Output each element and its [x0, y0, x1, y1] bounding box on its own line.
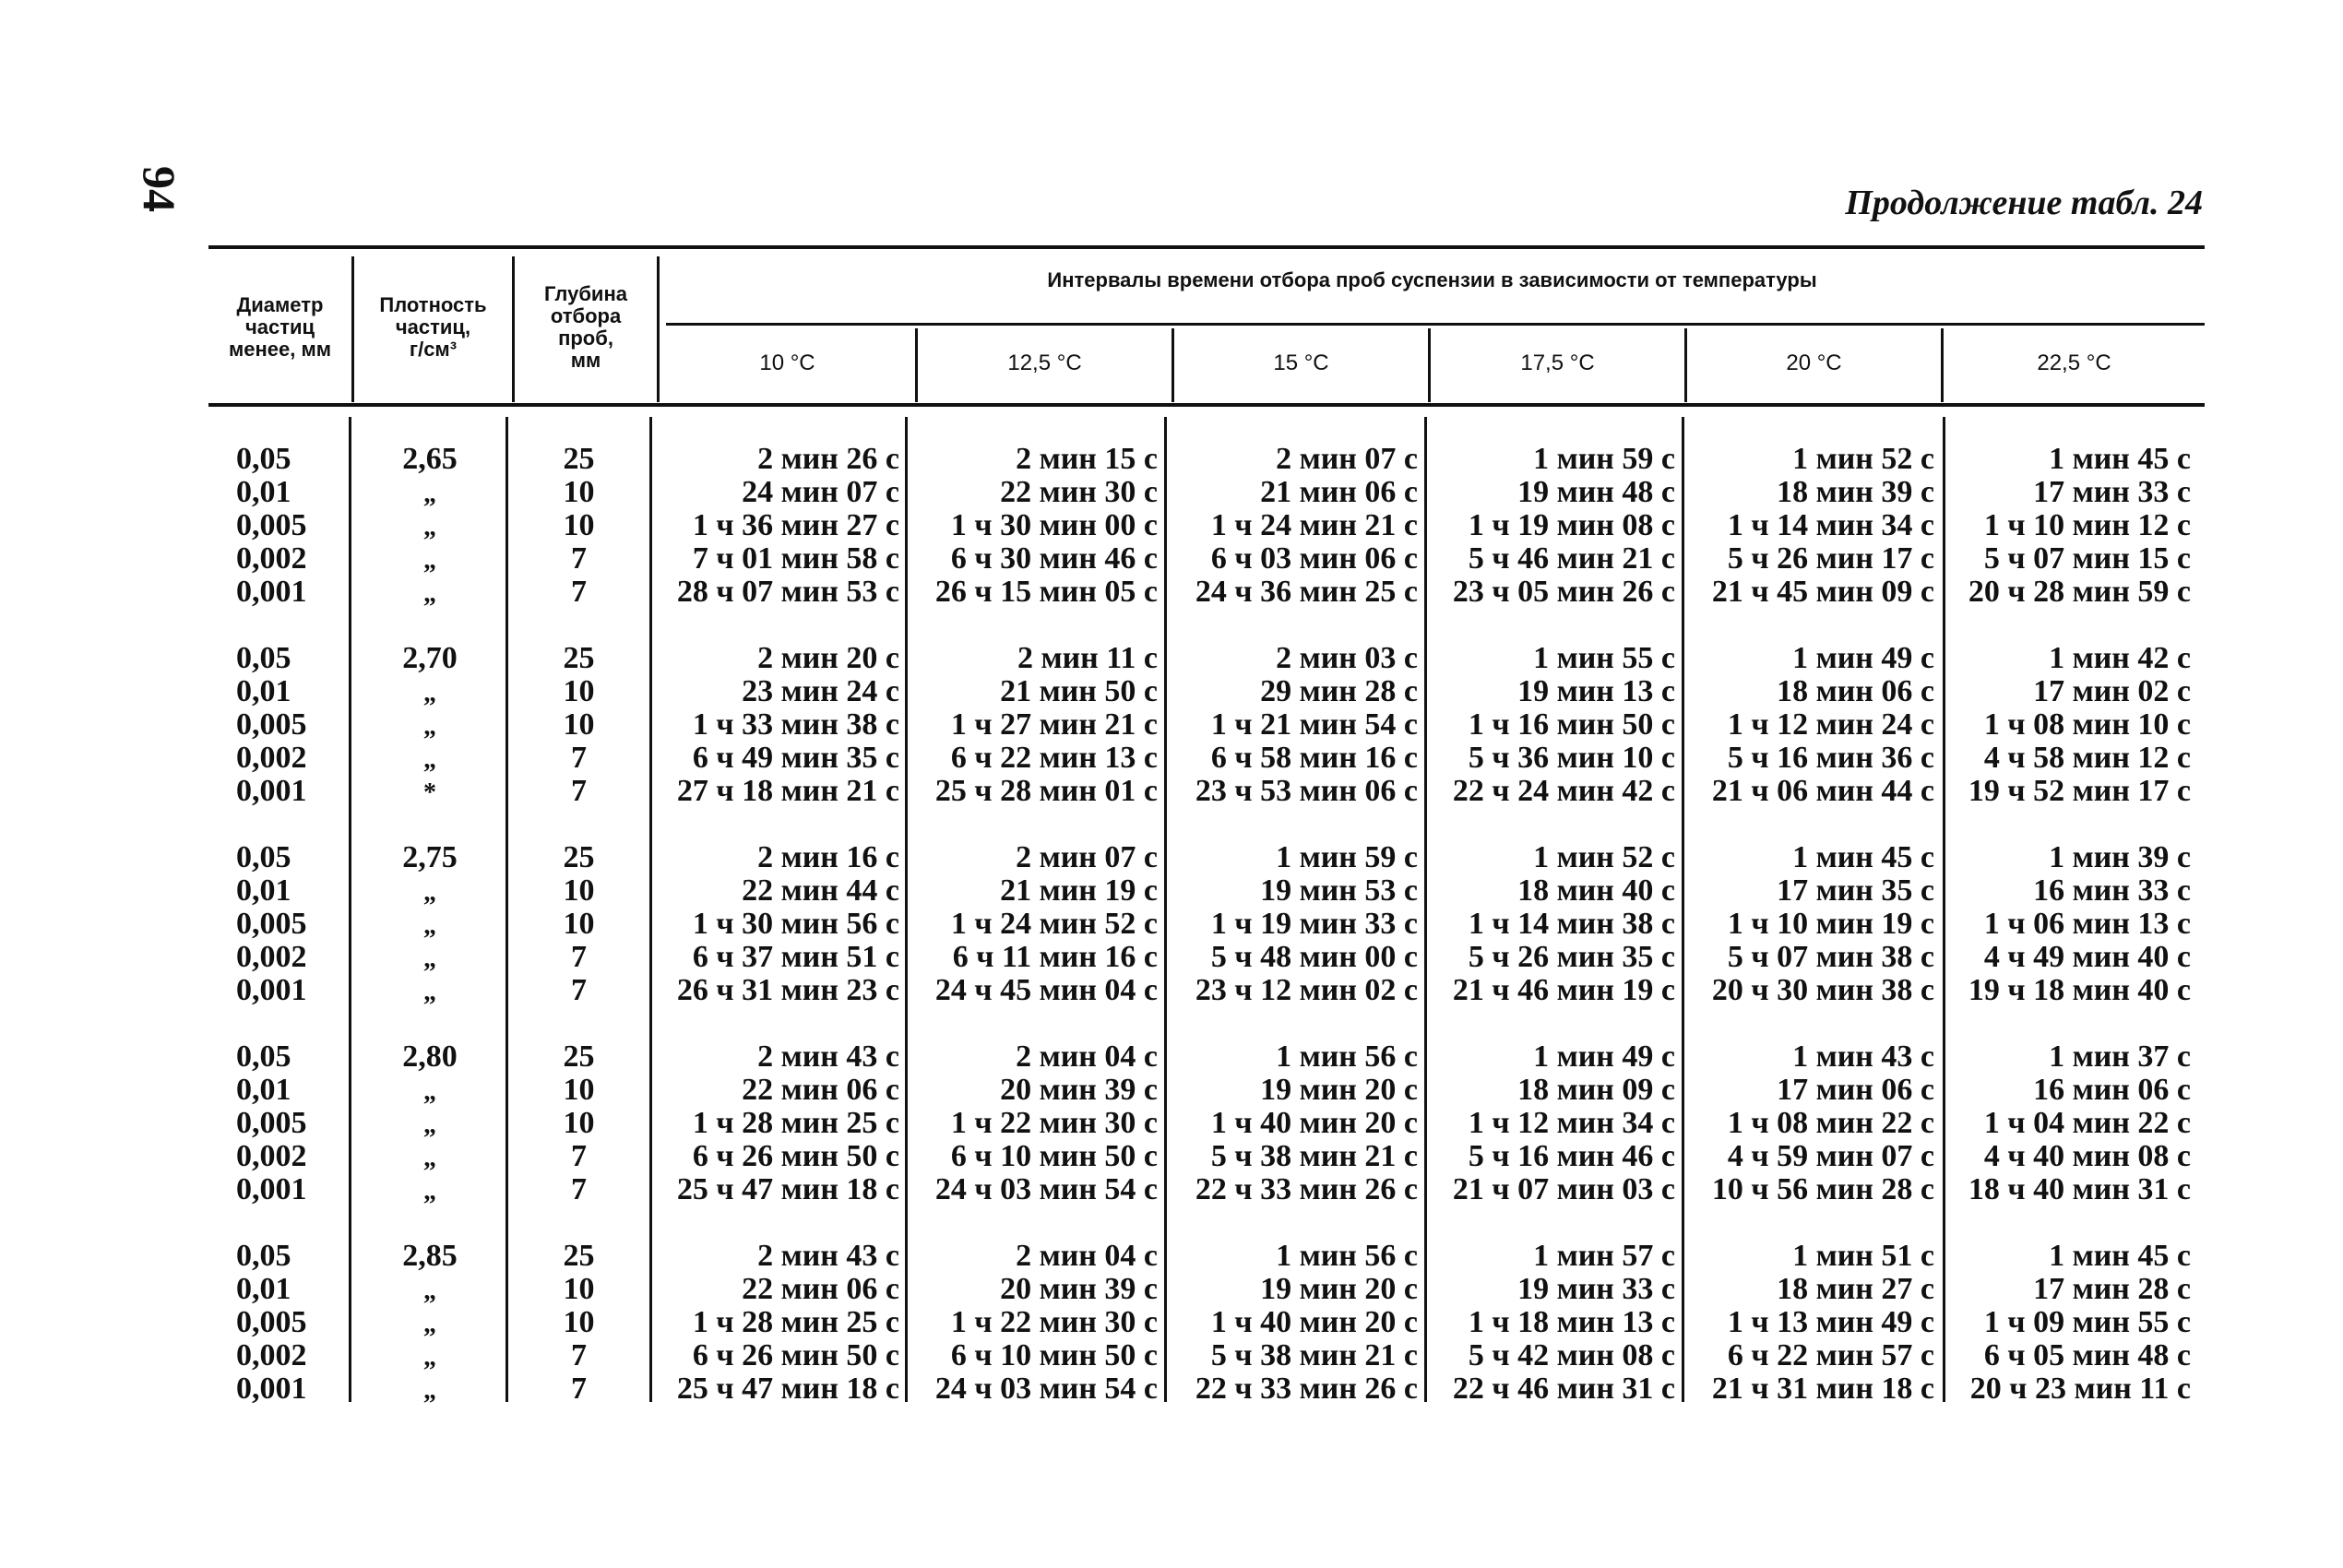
time-interval-cell: 19 мин 20 с: [1260, 1272, 1418, 1306]
diameter-cell: 0,01: [236, 1272, 291, 1306]
time-interval-cell: 19 мин 20 с: [1260, 1073, 1418, 1107]
time-interval-cell: 1 мин 42 с: [2049, 641, 2191, 675]
header-density-line: частиц,: [395, 315, 471, 339]
time-interval-cell: 1 мин 39 с: [2049, 840, 2191, 874]
time-interval-cell: 1 мин 55 с: [1533, 641, 1675, 675]
time-interval-cell: 1 мин 49 с: [1792, 641, 1934, 675]
time-interval-cell: 17 мин 06 с: [1777, 1073, 1934, 1107]
time-interval-cell: 5 ч 46 мин 21 с: [1468, 541, 1675, 576]
density-ditto-mark: „: [423, 546, 436, 575]
time-interval-cell: 6 ч 58 мин 16 с: [1210, 741, 1418, 775]
density-cell: 2,80: [402, 1039, 458, 1074]
depth-cell: 10: [563, 508, 595, 542]
time-interval-cell: 23 ч 53 мин 06 с: [1195, 774, 1418, 808]
time-interval-cell: 25 ч 28 мин 01 с: [934, 774, 1158, 808]
time-interval-cell: 2 мин 15 с: [1016, 442, 1158, 476]
time-interval-cell: 2 мин 07 с: [1016, 840, 1158, 874]
header-depth-line: отбора: [550, 304, 622, 327]
time-interval-cell: 1 ч 06 мин 13 с: [1983, 907, 2191, 941]
time-interval-cell: 18 ч 40 мин 31 с: [1968, 1172, 2191, 1206]
time-interval-cell: 1 ч 22 мин 30 с: [950, 1305, 1158, 1339]
density-cell: 2,65: [402, 442, 458, 476]
depth-cell: 10: [563, 707, 595, 742]
time-interval-cell: 24 ч 03 мин 54 с: [934, 1172, 1158, 1206]
time-interval-cell: 20 мин 39 с: [1000, 1272, 1158, 1306]
time-interval-cell: 6 ч 10 мин 50 с: [950, 1139, 1158, 1173]
time-interval-cell: 17 мин 35 с: [1777, 873, 1934, 908]
time-interval-cell: 1 ч 33 мин 38 с: [692, 707, 899, 742]
time-interval-cell: 1 ч 28 мин 25 с: [692, 1106, 899, 1140]
time-interval-cell: 1 ч 08 мин 22 с: [1727, 1106, 1934, 1140]
diameter-cell: 0,002: [236, 940, 307, 974]
header-diameter-line: частиц: [244, 315, 315, 339]
diameter-cell: 0,005: [236, 1106, 307, 1140]
density-ditto-mark: „: [423, 1177, 436, 1206]
header-temp-15: 15 °С: [1273, 350, 1329, 375]
header-intervals: [660, 258, 2205, 303]
time-interval-cell: 24 мин 07 с: [742, 475, 899, 509]
time-interval-cell: 22 ч 24 мин 42 с: [1452, 774, 1675, 808]
time-interval-cell: 4 ч 40 мин 08 с: [1983, 1139, 2191, 1173]
diameter-cell: 0,005: [236, 1305, 307, 1339]
time-interval-cell: 24 ч 45 мин 04 с: [934, 973, 1158, 1007]
time-interval-cell: 18 мин 40 с: [1517, 873, 1675, 908]
time-interval-cell: 5 ч 26 мин 35 с: [1468, 940, 1675, 974]
time-interval-cell: 22 мин 06 с: [742, 1073, 899, 1107]
time-interval-cell: 21 ч 31 мин 18 с: [1711, 1372, 1934, 1406]
density-ditto-mark: „: [423, 878, 436, 907]
diameter-cell: 0,002: [236, 541, 307, 576]
diameter-cell: 0,01: [236, 674, 291, 708]
header-depth-line: мм: [570, 349, 601, 372]
time-interval-cell: 6 ч 26 мин 50 с: [692, 1338, 899, 1372]
time-interval-cell: 18 мин 27 с: [1777, 1272, 1934, 1306]
diameter-cell: 0,002: [236, 741, 307, 775]
time-interval-cell: 6 ч 49 мин 35 с: [692, 741, 899, 775]
time-interval-cell: 5 ч 38 мин 21 с: [1210, 1139, 1418, 1173]
depth-cell: 25: [563, 641, 595, 675]
time-interval-cell: 21 ч 06 мин 44 с: [1711, 774, 1934, 808]
header-density: [354, 277, 512, 378]
time-interval-cell: 20 ч 23 мин 11 с: [1969, 1372, 2191, 1406]
diameter-cell: 0,05: [236, 1039, 291, 1074]
time-interval-cell: 1 ч 28 мин 25 с: [692, 1305, 899, 1339]
depth-cell: 10: [563, 475, 595, 509]
time-interval-cell: 23 ч 05 мин 26 с: [1452, 575, 1675, 609]
depth-cell: 7: [571, 1139, 587, 1173]
density-ditto-mark: „: [423, 911, 436, 940]
time-interval-cell: 18 мин 39 с: [1777, 475, 1934, 509]
time-interval-cell: 4 ч 58 мин 12 с: [1983, 741, 2191, 775]
time-interval-cell: 6 ч 22 мин 57 с: [1727, 1338, 1934, 1372]
diameter-cell: 0,001: [236, 774, 307, 808]
depth-cell: 10: [563, 1305, 595, 1339]
time-interval-cell: 1 мин 57 с: [1533, 1239, 1675, 1273]
time-interval-cell: 5 ч 07 мин 15 с: [1983, 541, 2191, 576]
page-number: 94: [134, 166, 185, 212]
depth-cell: 10: [563, 1073, 595, 1107]
time-interval-cell: 1 ч 24 мин 21 с: [1210, 508, 1418, 542]
time-interval-cell: 21 мин 19 с: [1000, 873, 1158, 908]
time-interval-cell: 18 мин 06 с: [1777, 674, 1934, 708]
time-interval-cell: 1 ч 04 мин 22 с: [1983, 1106, 2191, 1140]
time-interval-cell: 22 мин 06 с: [742, 1272, 899, 1306]
time-interval-cell: 19 ч 18 мин 40 с: [1968, 973, 2191, 1007]
time-interval-cell: 1 мин 56 с: [1276, 1039, 1418, 1074]
header-temp-22-5: 22,5 °С: [2037, 350, 2111, 375]
time-interval-cell: 22 ч 33 мин 26 с: [1195, 1372, 1418, 1406]
body-divider: [649, 417, 652, 1402]
diameter-cell: 0,05: [236, 442, 291, 476]
time-interval-cell: 2 мин 20 с: [757, 641, 899, 675]
density-cell: 2,70: [402, 641, 458, 675]
diameter-cell: 0,01: [236, 873, 291, 908]
time-interval-cell: 20 ч 28 мин 59 с: [1968, 575, 2191, 609]
time-interval-cell: 1 мин 45 с: [1792, 840, 1934, 874]
density-ditto-mark: *: [423, 778, 436, 807]
time-interval-cell: 2 мин 04 с: [1016, 1039, 1158, 1074]
table-top-rule: [208, 245, 2205, 249]
time-interval-cell: 16 мин 33 с: [2033, 873, 2191, 908]
time-interval-cell: 24 ч 36 мин 25 с: [1195, 575, 1418, 609]
time-interval-cell: 25 ч 47 мин 18 с: [676, 1372, 899, 1406]
time-interval-cell: 25 ч 47 мин 18 с: [676, 1172, 899, 1206]
time-interval-cell: 1 ч 12 мин 34 с: [1468, 1106, 1675, 1140]
time-interval-cell: 17 мин 33 с: [2033, 475, 2191, 509]
time-interval-cell: 5 ч 38 мин 21 с: [1210, 1338, 1418, 1372]
density-ditto-mark: „: [423, 1376, 436, 1405]
body-divider: [1424, 417, 1427, 1402]
time-interval-cell: 1 мин 56 с: [1276, 1239, 1418, 1273]
depth-cell: 10: [563, 1106, 595, 1140]
time-interval-cell: 1 мин 45 с: [2049, 442, 2191, 476]
time-interval-cell: 17 мин 28 с: [2033, 1272, 2191, 1306]
time-interval-cell: 6 ч 11 мин 16 с: [952, 940, 1158, 974]
time-interval-cell: 1 ч 19 мин 08 с: [1468, 508, 1675, 542]
time-interval-cell: 19 мин 53 с: [1260, 873, 1418, 908]
depth-cell: 10: [563, 873, 595, 908]
time-interval-cell: 1 мин 52 с: [1792, 442, 1934, 476]
depth-cell: 7: [571, 741, 587, 775]
time-interval-cell: 1 ч 13 мин 49 с: [1727, 1305, 1934, 1339]
depth-cell: 25: [563, 1039, 595, 1074]
diameter-cell: 0,001: [236, 973, 307, 1007]
time-interval-cell: 20 мин 39 с: [1000, 1073, 1158, 1107]
depth-cell: 7: [571, 575, 587, 609]
time-interval-cell: 1 ч 22 мин 30 с: [950, 1106, 1158, 1140]
depth-cell: 25: [563, 840, 595, 874]
time-interval-cell: 5 ч 26 мин 17 с: [1727, 541, 1934, 576]
time-interval-cell: 6 ч 05 мин 48 с: [1983, 1338, 2191, 1372]
time-interval-cell: 5 ч 16 мин 46 с: [1468, 1139, 1675, 1173]
time-interval-cell: 1 ч 09 мин 55 с: [1983, 1305, 2191, 1339]
diameter-cell: 0,005: [236, 707, 307, 742]
time-interval-cell: 22 мин 30 с: [1000, 475, 1158, 509]
body-divider: [1682, 417, 1684, 1402]
time-interval-cell: 2 мин 07 с: [1276, 442, 1418, 476]
time-interval-cell: 1 ч 10 мин 19 с: [1727, 907, 1934, 941]
time-interval-cell: 1 ч 16 мин 50 с: [1468, 707, 1675, 742]
time-interval-cell: 4 ч 49 мин 40 с: [1983, 940, 2191, 974]
time-interval-cell: 6 ч 26 мин 50 с: [692, 1139, 899, 1173]
time-interval-cell: 1 мин 45 с: [2049, 1239, 2191, 1273]
time-interval-cell: 2 мин 11 с: [1017, 641, 1158, 675]
time-interval-cell: 1 ч 21 мин 54 с: [1210, 707, 1418, 742]
depth-cell: 10: [563, 907, 595, 941]
time-interval-cell: 1 ч 19 мин 33 с: [1210, 907, 1418, 941]
time-interval-cell: 21 ч 46 мин 19 с: [1452, 973, 1675, 1007]
density-ditto-mark: „: [423, 1077, 436, 1106]
header-temp-12-5: 12,5 °С: [1007, 350, 1082, 375]
time-interval-cell: 1 мин 51 с: [1792, 1239, 1934, 1273]
time-interval-cell: 26 ч 15 мин 05 с: [934, 575, 1158, 609]
depth-cell: 10: [563, 1272, 595, 1306]
time-interval-cell: 1 ч 08 мин 10 с: [1983, 707, 2191, 742]
diameter-cell: 0,01: [236, 475, 291, 509]
time-interval-cell: 20 ч 30 мин 38 с: [1711, 973, 1934, 1007]
body-divider: [1943, 417, 1945, 1402]
header-bottom-rule: [208, 403, 2205, 407]
header-intervals-text: Интервалы времени отбора проб суспензии в зависимости от температуры: [1047, 268, 1817, 291]
header-temp-10: 10 °С: [759, 350, 815, 375]
time-interval-cell: 6 ч 22 мин 13 с: [950, 741, 1158, 775]
density-ditto-mark: „: [423, 679, 436, 707]
diameter-cell: 0,001: [236, 1172, 307, 1206]
time-interval-cell: 5 ч 07 мин 38 с: [1727, 940, 1934, 974]
density-ditto-mark: „: [423, 745, 436, 774]
time-interval-cell: 4 ч 59 мин 07 с: [1727, 1139, 1934, 1173]
time-interval-cell: 1 ч 40 мин 20 с: [1210, 1106, 1418, 1140]
time-interval-cell: 5 ч 48 мин 00 с: [1210, 940, 1418, 974]
time-interval-cell: 1 ч 27 мин 21 с: [950, 707, 1158, 742]
header-density-line: Плотность: [379, 293, 487, 316]
depth-cell: 7: [571, 940, 587, 974]
time-interval-cell: 1 ч 30 мин 00 с: [950, 508, 1158, 542]
density-cell: 2,85: [402, 1239, 458, 1273]
time-interval-cell: 1 ч 12 мин 24 с: [1727, 707, 1934, 742]
time-interval-cell: 5 ч 36 мин 10 с: [1468, 741, 1675, 775]
density-ditto-mark: „: [423, 513, 436, 541]
depth-cell: 25: [563, 1239, 595, 1273]
time-interval-cell: 1 ч 24 мин 52 с: [950, 907, 1158, 941]
diameter-cell: 0,005: [236, 508, 307, 542]
time-interval-cell: 7 ч 01 мин 58 с: [692, 541, 899, 576]
header-diameter: [208, 277, 351, 378]
time-interval-cell: 2 мин 26 с: [757, 442, 899, 476]
depth-cell: 7: [571, 973, 587, 1007]
depth-cell: 7: [571, 1172, 587, 1206]
time-interval-cell: 26 ч 31 мин 23 с: [676, 973, 899, 1007]
time-interval-cell: 22 ч 46 мин 31 с: [1452, 1372, 1675, 1406]
diameter-cell: 0,001: [236, 1372, 307, 1406]
time-interval-cell: 2 мин 43 с: [757, 1039, 899, 1074]
time-interval-cell: 24 ч 03 мин 54 с: [934, 1372, 1158, 1406]
time-interval-cell: 6 ч 03 мин 06 с: [1210, 541, 1418, 576]
depth-cell: 25: [563, 442, 595, 476]
time-interval-cell: 19 ч 52 мин 17 с: [1968, 774, 2191, 808]
density-ditto-mark: „: [423, 1144, 436, 1172]
time-interval-cell: 2 мин 16 с: [757, 840, 899, 874]
density-ditto-mark: „: [423, 944, 436, 973]
density-cell: 2,75: [402, 840, 458, 874]
time-interval-cell: 1 мин 43 с: [1792, 1039, 1934, 1074]
time-interval-cell: 21 ч 07 мин 03 с: [1452, 1172, 1675, 1206]
depth-cell: 7: [571, 774, 587, 808]
time-interval-cell: 29 мин 28 с: [1260, 674, 1418, 708]
header-diameter-line: Диаметр: [236, 293, 324, 316]
table-continuation-title: Продолжение табл. 24: [1845, 184, 2203, 222]
header-temp-20: 20 °С: [1786, 350, 1842, 375]
diameter-cell: 0,005: [236, 907, 307, 941]
depth-cell: 7: [571, 541, 587, 576]
time-interval-cell: 18 мин 09 с: [1517, 1073, 1675, 1107]
time-interval-cell: 19 мин 48 с: [1517, 475, 1675, 509]
density-ditto-mark: „: [423, 579, 436, 608]
header-depth: [515, 267, 657, 387]
density-ditto-mark: „: [423, 978, 436, 1006]
time-interval-cell: 21 ч 45 мин 09 с: [1711, 575, 1934, 609]
intervals-header-rule: [666, 323, 2205, 326]
time-interval-cell: 5 ч 42 мин 08 с: [1468, 1338, 1675, 1372]
depth-cell: 7: [571, 1372, 587, 1406]
header-density-line: г/см³: [409, 338, 458, 361]
header-diameter-line: менее, мм: [228, 338, 332, 361]
time-interval-cell: 16 мин 06 с: [2033, 1073, 2191, 1107]
time-interval-cell: 21 мин 06 с: [1260, 475, 1418, 509]
time-interval-cell: 2 мин 04 с: [1016, 1239, 1158, 1273]
time-interval-cell: 21 мин 50 с: [1000, 674, 1158, 708]
density-ditto-mark: „: [423, 1310, 436, 1338]
time-interval-cell: 1 мин 49 с: [1533, 1039, 1675, 1074]
diameter-cell: 0,05: [236, 1239, 291, 1273]
time-interval-cell: 2 мин 03 с: [1276, 641, 1418, 675]
time-interval-cell: 6 ч 30 мин 46 с: [950, 541, 1158, 576]
body-divider: [905, 417, 908, 1402]
density-ditto-mark: „: [423, 1343, 436, 1372]
time-interval-cell: 23 ч 12 мин 02 с: [1195, 973, 1418, 1007]
time-interval-cell: 5 ч 16 мин 36 с: [1727, 741, 1934, 775]
time-interval-cell: 28 ч 07 мин 53 с: [676, 575, 899, 609]
density-ditto-mark: „: [423, 1111, 436, 1139]
time-interval-cell: 1 ч 10 мин 12 с: [1983, 508, 2191, 542]
body-divider: [1164, 417, 1167, 1402]
diameter-cell: 0,001: [236, 575, 307, 609]
time-interval-cell: 23 мин 24 с: [742, 674, 899, 708]
time-interval-cell: 22 ч 33 мин 26 с: [1195, 1172, 1418, 1206]
time-interval-cell: 2 мин 43 с: [757, 1239, 899, 1273]
time-interval-cell: 1 ч 14 мин 38 с: [1468, 907, 1675, 941]
time-interval-cell: 1 мин 59 с: [1276, 840, 1418, 874]
diameter-cell: 0,002: [236, 1139, 307, 1173]
diameter-cell: 0,05: [236, 641, 291, 675]
density-ditto-mark: „: [423, 712, 436, 741]
time-interval-cell: 1 ч 36 мин 27 с: [692, 508, 899, 542]
diameter-cell: 0,01: [236, 1073, 291, 1107]
diameter-cell: 0,05: [236, 840, 291, 874]
header-depth-line: Глубина: [544, 282, 627, 305]
time-interval-cell: 22 мин 44 с: [742, 873, 899, 908]
density-ditto-mark: „: [423, 480, 436, 508]
time-interval-cell: 10 ч 56 мин 28 с: [1711, 1172, 1934, 1206]
diameter-cell: 0,002: [236, 1338, 307, 1372]
depth-cell: 7: [571, 1338, 587, 1372]
time-interval-cell: 1 ч 40 мин 20 с: [1210, 1305, 1418, 1339]
density-ditto-mark: „: [423, 1277, 436, 1305]
time-interval-cell: 6 ч 10 мин 50 с: [950, 1338, 1158, 1372]
time-interval-cell: 1 ч 30 мин 56 с: [692, 907, 899, 941]
time-interval-cell: 1 ч 14 мин 34 с: [1727, 508, 1934, 542]
time-interval-cell: 1 мин 59 с: [1533, 442, 1675, 476]
time-interval-cell: 1 мин 37 с: [2049, 1039, 2191, 1074]
time-interval-cell: 19 мин 33 с: [1517, 1272, 1675, 1306]
depth-cell: 10: [563, 674, 595, 708]
time-interval-cell: 19 мин 13 с: [1517, 674, 1675, 708]
header-temp-17-5: 17,5 °С: [1520, 350, 1595, 375]
time-interval-cell: 1 ч 18 мин 13 с: [1468, 1305, 1675, 1339]
time-interval-cell: 27 ч 18 мин 21 с: [676, 774, 899, 808]
time-interval-cell: 17 мин 02 с: [2033, 674, 2191, 708]
time-interval-cell: 6 ч 37 мин 51 с: [692, 940, 899, 974]
header-depth-line: проб,: [558, 327, 613, 350]
time-interval-cell: 1 мин 52 с: [1533, 840, 1675, 874]
